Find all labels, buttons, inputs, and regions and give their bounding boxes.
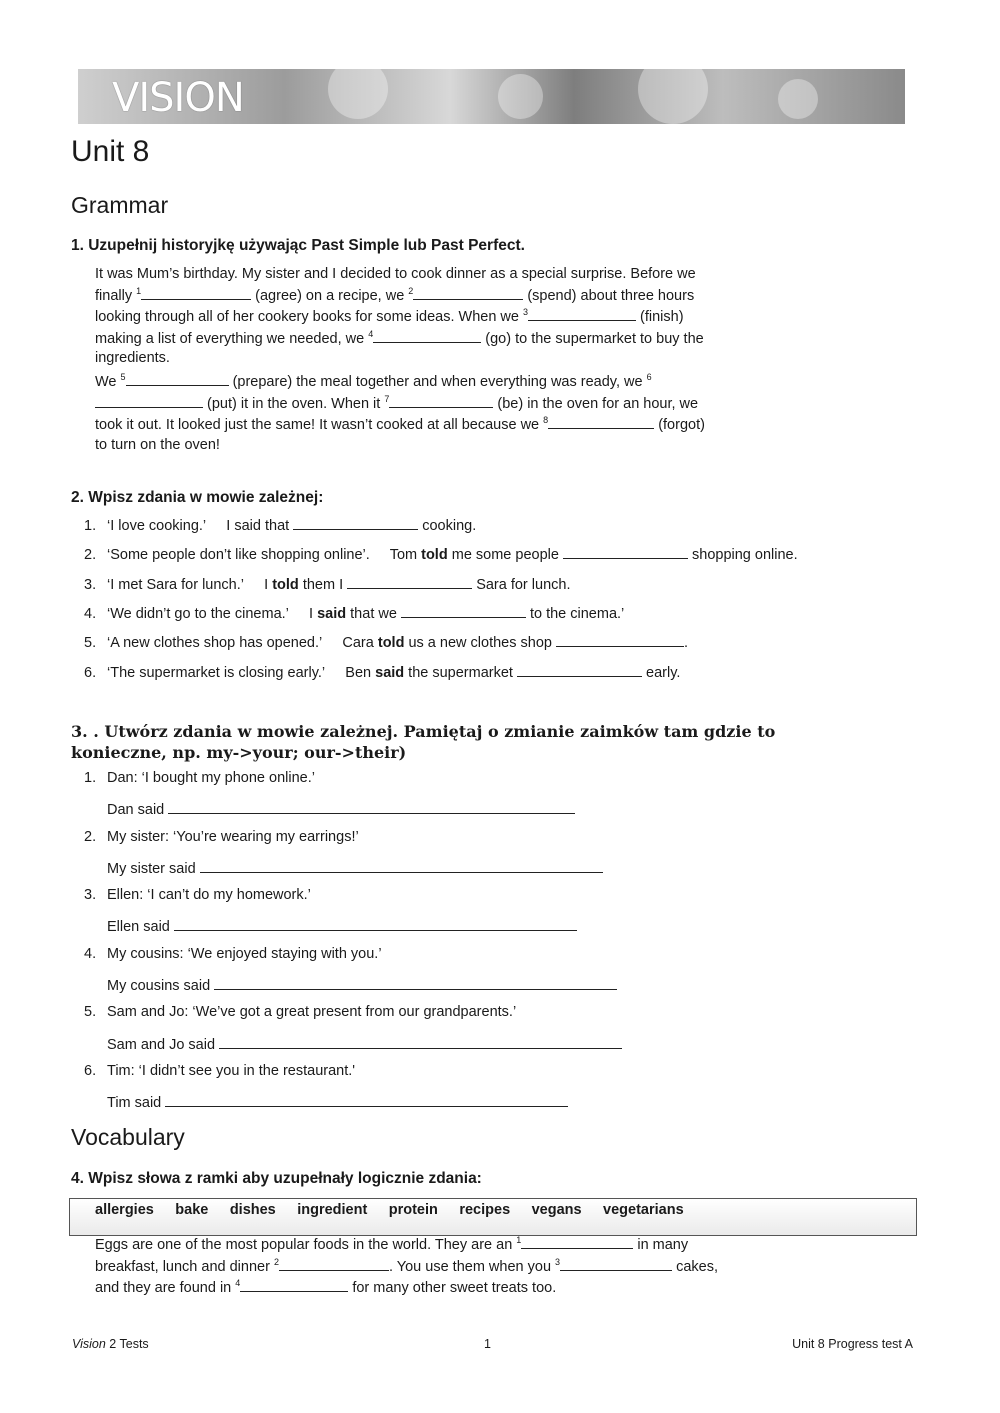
exercise-3-quote: Tim: ‘I didn’t see you in the restaurant.' — [107, 1063, 356, 1079]
exercise-3-quote: Ellen: ‘I can’t do my homework.’ — [107, 887, 311, 903]
exercise-2-item: 2. ‘Some people don’t like shopping online’. Tom told me some people shopping online. — [84, 544, 798, 566]
exercise-1-paragraph-1: It was Mum’s birthday. My sister and I decided to cook dinner as a special surprise. Before we finally $^1$ (agree) on a recipe, we $^2$ (spend) about three hours looking through all of her cookery books for some ideas. When we $^3$ (finish) making a list of everything we needed, we $^4$ (go) to the supermarket to buy the ingredients. — [95, 266, 704, 366]
exercise-3-quote: Dan: ‘I bought my phone online.’ — [107, 770, 315, 786]
answer-blank[interactable] — [413, 285, 523, 300]
exercise-2-item: 4. ‘We didn’t go to the cinema.’ I said that we to the cinema.’ — [84, 603, 624, 625]
exercise-3-answer-line: Dan said — [107, 799, 575, 818]
answer-blank[interactable] — [347, 574, 472, 589]
item-number: 4. — [84, 946, 97, 962]
exercise-3-answer-line: Sam and Jo said — [107, 1034, 622, 1053]
exercise-3-answer-line: My cousins said — [107, 975, 617, 994]
answer-blank[interactable] — [141, 285, 251, 300]
exercise-3-answer-line: My sister said — [107, 858, 603, 877]
answer-blank[interactable] — [556, 632, 684, 647]
exercise-3-quote: My cousins: ‘We enjoyed staying with you.’ — [107, 946, 382, 962]
word-item: vegans — [531, 1202, 582, 1218]
exercise-2-item: 1. ‘I love cooking.’ I said that cooking. — [84, 515, 476, 537]
word-item: protein — [388, 1202, 438, 1218]
answer-blank[interactable] — [279, 1256, 389, 1271]
word-item: allergies — [95, 1202, 154, 1218]
banner-bokeh — [498, 74, 543, 119]
page-number: 1 — [484, 1337, 491, 1351]
exercise-2-item: 5. ‘A new clothes shop has opened.’ Cara told us a new clothes shop . — [84, 632, 688, 654]
footer-right: Unit 8 Progress test A — [792, 1337, 913, 1351]
item-number: 3. — [84, 887, 97, 903]
vision-logo: VISION — [112, 75, 244, 121]
answer-blank[interactable] — [373, 328, 481, 343]
exercise-3-quote: My sister: ‘You’re wearing my earrings!’ — [107, 829, 359, 845]
header-banner — [78, 69, 905, 124]
answer-blank[interactable] — [293, 515, 418, 530]
banner-bokeh — [778, 79, 818, 119]
item-number: 2. — [84, 829, 97, 845]
answer-blank[interactable] — [521, 1234, 633, 1249]
answer-blank[interactable] — [560, 1256, 672, 1271]
answer-blank[interactable] — [200, 858, 603, 873]
banner-bokeh — [638, 69, 708, 124]
exercise-2-item: 6. ‘The supermarket is closing early.’ Ben said the supermarket early. — [84, 662, 680, 684]
banner-bokeh — [328, 69, 388, 119]
word-list — [95, 1201, 701, 1219]
exercise-3-title: 3. . Utwórz zdania w mowie zależnej. Pamiętaj o zmianie zaimków tam gdzie to konieczne, np. my->your; our->their) — [71, 722, 776, 762]
exercise-3-quote: Sam and Jo: ‘We’ve got a great present from our grandparents.’ — [107, 1004, 517, 1020]
answer-blank[interactable] — [563, 544, 688, 559]
footer-left: Vision 2 Tests — [72, 1337, 149, 1351]
item-number: 5. — [84, 1004, 97, 1020]
exercise-4-paragraph: Eggs are one of the most popular foods in the world. They are an $^1$ in many breakfast, lunch and dinner $^2$ . You use them when you $^3$ cakes, and they are found in $^4$ for many other sweet treats too. — [95, 1235, 719, 1296]
item-number: 1. — [84, 770, 97, 786]
vocabulary-heading: Vocabulary — [71, 1124, 185, 1150]
exercise-4-title: 4. Wpisz słowa z ramki aby uzupełnały logicznie zdania: — [71, 1170, 482, 1187]
answer-blank[interactable] — [174, 916, 577, 931]
exercise-1-title: 1. Uzupełnij historyjkę używając Past Simple lub Past Perfect. — [71, 237, 525, 254]
word-item: bake — [175, 1202, 209, 1218]
grammar-heading: Grammar — [71, 192, 169, 218]
exercise-2-title: 2. Wpisz zdania w mowie zależnej: — [71, 489, 324, 506]
word-item: ingredient — [297, 1202, 368, 1218]
answer-blank[interactable] — [126, 371, 229, 386]
exercise-3-answer-line: Ellen said — [107, 916, 577, 935]
word-item: dishes — [229, 1202, 276, 1218]
exercise-1-paragraph-2: We $^5$ (prepare) the meal together and when everything was ready, we $^6$ (put) it in the oven. When it $^7$ (be) in the oven for an hour, we took it out. It looked just the same! It wasn’t cooked at all because we $^8$ (forgot) to turn on the oven! — [95, 372, 705, 453]
answer-blank[interactable] — [528, 306, 636, 321]
answer-blank[interactable] — [165, 1092, 568, 1107]
answer-blank[interactable] — [95, 393, 203, 408]
answer-blank[interactable] — [219, 1034, 622, 1049]
answer-blank[interactable] — [548, 414, 654, 429]
exercise-3-answer-line: Tim said — [107, 1092, 568, 1111]
word-box — [69, 1198, 917, 1236]
word-item: recipes — [459, 1202, 511, 1218]
page-title: Unit 8 — [71, 135, 150, 168]
answer-blank[interactable] — [389, 393, 493, 408]
answer-blank[interactable] — [214, 975, 617, 990]
answer-blank[interactable] — [517, 662, 642, 677]
answer-blank[interactable] — [168, 799, 575, 814]
word-item: vegetarians — [603, 1202, 684, 1218]
answer-blank[interactable] — [240, 1277, 348, 1292]
exercise-2-item: 3. ‘I met Sara for lunch.’ I told them I Sara for lunch. — [84, 574, 571, 596]
item-number: 6. — [84, 1063, 97, 1079]
answer-blank[interactable] — [401, 603, 526, 618]
